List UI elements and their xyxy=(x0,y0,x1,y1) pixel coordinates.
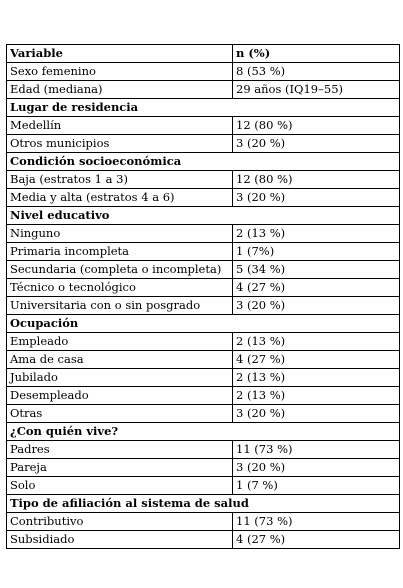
value-cell: 29 años (IQ19–55) xyxy=(233,81,400,99)
variable-cell: Baja (estratos 1 a 3) xyxy=(7,171,233,189)
value-cell: 3 (20 %) xyxy=(233,135,400,153)
value-cell: 3 (20 %) xyxy=(233,459,400,477)
variable-cell: Desempleado xyxy=(7,387,233,405)
value-cell: 11 (73 %) xyxy=(233,513,400,531)
value-cell: 3 (20 %) xyxy=(233,189,400,207)
section-heading: ¿Con quién vive? xyxy=(7,423,400,441)
value-cell: 1 (7%) xyxy=(233,243,400,261)
variable-cell: Técnico o tecnológico xyxy=(7,279,233,297)
section-row xyxy=(7,423,400,441)
table-row xyxy=(7,441,400,459)
demographics-table xyxy=(6,44,400,549)
variable-cell: Subsidiado xyxy=(7,531,233,549)
value-cell: 12 (80 %) xyxy=(233,117,400,135)
section-heading: Condición socioeconómica xyxy=(7,153,400,171)
section-row xyxy=(7,315,400,333)
table-row xyxy=(7,261,400,279)
table-row xyxy=(7,171,400,189)
value-cell: 2 (13 %) xyxy=(233,369,400,387)
table-row xyxy=(7,369,400,387)
value-cell: 8 (53 %) xyxy=(233,63,400,81)
table-row xyxy=(7,225,400,243)
variable-cell: Padres xyxy=(7,441,233,459)
table-header-row xyxy=(7,45,400,63)
table-row xyxy=(7,135,400,153)
variable-cell: Otros municipios xyxy=(7,135,233,153)
table-row xyxy=(7,189,400,207)
table-row xyxy=(7,243,400,261)
variable-cell: Jubilado xyxy=(7,369,233,387)
section-heading: Tipo de afiliación al sistema de salud xyxy=(7,495,400,513)
table-row xyxy=(7,297,400,315)
table-row xyxy=(7,351,400,369)
section-heading: Ocupación xyxy=(7,315,400,333)
section-heading: Lugar de residencia xyxy=(7,99,400,117)
section-row xyxy=(7,153,400,171)
value-cell: 2 (13 %) xyxy=(233,387,400,405)
table-row xyxy=(7,81,400,99)
value-cell: 3 (20 %) xyxy=(233,297,400,315)
table-row xyxy=(7,513,400,531)
section-row xyxy=(7,495,400,513)
variable-cell: Pareja xyxy=(7,459,233,477)
value-cell: 3 (20 %) xyxy=(233,405,400,423)
value-cell: 2 (13 %) xyxy=(233,225,400,243)
table-row xyxy=(7,477,400,495)
header-n-percent: n (%) xyxy=(233,45,400,63)
variable-cell: Sexo femenino xyxy=(7,63,233,81)
table-row xyxy=(7,531,400,549)
table-row xyxy=(7,279,400,297)
value-cell: 11 (73 %) xyxy=(233,441,400,459)
variable-cell: Empleado xyxy=(7,333,233,351)
table-row xyxy=(7,63,400,81)
table-row xyxy=(7,117,400,135)
value-cell: 4 (27 %) xyxy=(233,531,400,549)
variable-cell: Secundaria (completa o incompleta) xyxy=(7,261,233,279)
variable-cell: Universitaria con o sin posgrado xyxy=(7,297,233,315)
value-cell: 12 (80 %) xyxy=(233,171,400,189)
variable-cell: Media y alta (estratos 4 a 6) xyxy=(7,189,233,207)
variable-cell: Otras xyxy=(7,405,233,423)
variable-cell: Medellín xyxy=(7,117,233,135)
value-cell: 5 (34 %) xyxy=(233,261,400,279)
value-cell: 1 (7 %) xyxy=(233,477,400,495)
section-row xyxy=(7,207,400,225)
table-body xyxy=(7,63,400,549)
variable-cell: Solo xyxy=(7,477,233,495)
demographics-table-container xyxy=(6,44,399,549)
table-row xyxy=(7,333,400,351)
value-cell: 4 (27 %) xyxy=(233,279,400,297)
value-cell: 4 (27 %) xyxy=(233,351,400,369)
section-heading: Nivel educativo xyxy=(7,207,400,225)
variable-cell: Ama de casa xyxy=(7,351,233,369)
variable-cell: Edad (mediana) xyxy=(7,81,233,99)
table-row xyxy=(7,387,400,405)
value-cell: 2 (13 %) xyxy=(233,333,400,351)
table-row xyxy=(7,405,400,423)
header-variable: Variable xyxy=(7,45,233,63)
variable-cell: Primaria incompleta xyxy=(7,243,233,261)
variable-cell: Contributivo xyxy=(7,513,233,531)
section-row xyxy=(7,99,400,117)
table-row xyxy=(7,459,400,477)
variable-cell: Ninguno xyxy=(7,225,233,243)
